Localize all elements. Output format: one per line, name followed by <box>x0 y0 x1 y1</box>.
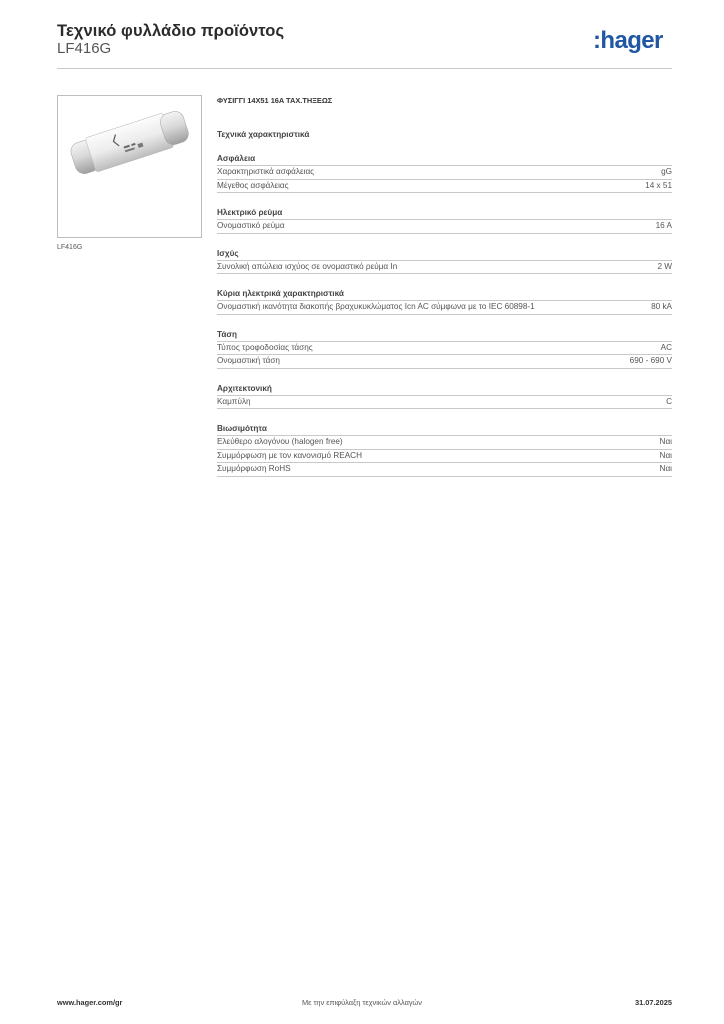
spec-row <box>217 166 672 180</box>
spec-group-current <box>217 207 672 234</box>
spec-value: AC <box>660 342 672 352</box>
spec-value: 14 x 51 <box>645 180 672 190</box>
fuse-cartridge-photo-icon <box>58 96 203 239</box>
spec-row <box>217 436 672 450</box>
group-title: Ισχύς <box>217 248 672 261</box>
spec-row <box>217 463 672 477</box>
spec-row <box>217 261 672 275</box>
spec-group-architecture <box>217 383 672 410</box>
spec-value: 2 W <box>657 261 672 271</box>
spec-label: Ελεύθερο αλογόνου (halogen free) <box>217 437 343 446</box>
group-title: Βιωσιμότητα <box>217 423 672 436</box>
footer-notice: Με την επιφύλαξη τεχνικών αλλαγών <box>301 998 423 1007</box>
group-title: Ηλεκτρικό ρεύμα <box>217 207 672 220</box>
page-title: Τεχνικό φυλλάδιο προϊόντος <box>57 22 285 40</box>
header-divider <box>57 68 672 69</box>
footer-website-link[interactable]: www.hager.com/gr <box>57 998 123 1007</box>
spec-label: Συμμόρφωση RoHS <box>217 464 291 473</box>
spec-value: 690 - 690 V <box>629 356 672 365</box>
group-title: Τάση <box>217 329 672 342</box>
footer-date: 31.07.2025 <box>635 998 672 1007</box>
product-code: LF416G <box>57 40 112 57</box>
group-title: Αρχιτεκτονική <box>217 383 672 396</box>
spec-value: Ναι <box>659 450 672 460</box>
spec-content <box>217 95 672 477</box>
spec-label: Ονομαστική τάση <box>217 356 280 365</box>
spec-row <box>217 355 672 369</box>
spec-label: Μέγεθος ασφάλειας <box>217 180 289 190</box>
spec-label: Καμπύλη <box>217 396 251 406</box>
spec-label: Συμμόρφωση με τον κανονισμό REACH <box>217 450 362 460</box>
spec-value: C <box>666 396 672 406</box>
spec-group-fuse <box>217 153 672 193</box>
spec-value: 16 A <box>655 221 672 230</box>
spec-group-voltage <box>217 329 672 369</box>
section-title: Τεχνικά χαρακτηριστικά <box>217 130 310 139</box>
spec-label: Ονομαστική ικανότητα διακοπής βραχυκυκλώματος Icn AC σύμφωνα με το IEC 60898-1 <box>217 302 535 311</box>
group-title: Κύρια ηλεκτρικά χαρακτηριστικά <box>217 288 672 301</box>
spec-row <box>217 180 672 194</box>
spec-row <box>217 396 672 410</box>
spec-group-sustainability <box>217 423 672 477</box>
hager-logo: :hager <box>593 27 663 54</box>
spec-row <box>217 301 672 315</box>
spec-row <box>217 220 672 234</box>
image-caption: LF416G <box>57 244 83 251</box>
spec-row <box>217 342 672 356</box>
spec-label: Ονομαστικό ρεύμα <box>217 221 285 230</box>
spec-label: Τύπος τροφοδοσίας τάσης <box>217 342 313 352</box>
spec-value: gG <box>661 167 672 176</box>
spec-group-power <box>217 248 672 275</box>
spec-group-electrical <box>217 288 672 315</box>
spec-value: Ναι <box>659 437 672 446</box>
product-image <box>57 95 202 238</box>
spec-row <box>217 450 672 464</box>
spec-label: Χαρακτηριστικά ασφάλειας <box>217 167 315 176</box>
product-name: ΦΥΣΙΓΓΙ 14X51 16A ΤΑΧ.ΤΗΞΕΩΣ <box>217 96 333 105</box>
spec-label: Συνολική απώλεια ισχύος σε ονομαστικό ρεύμα In <box>217 261 398 271</box>
spec-value: Ναι <box>659 464 672 473</box>
group-title: Ασφάλεια <box>217 153 672 166</box>
spec-value: 80 kA <box>651 302 672 311</box>
